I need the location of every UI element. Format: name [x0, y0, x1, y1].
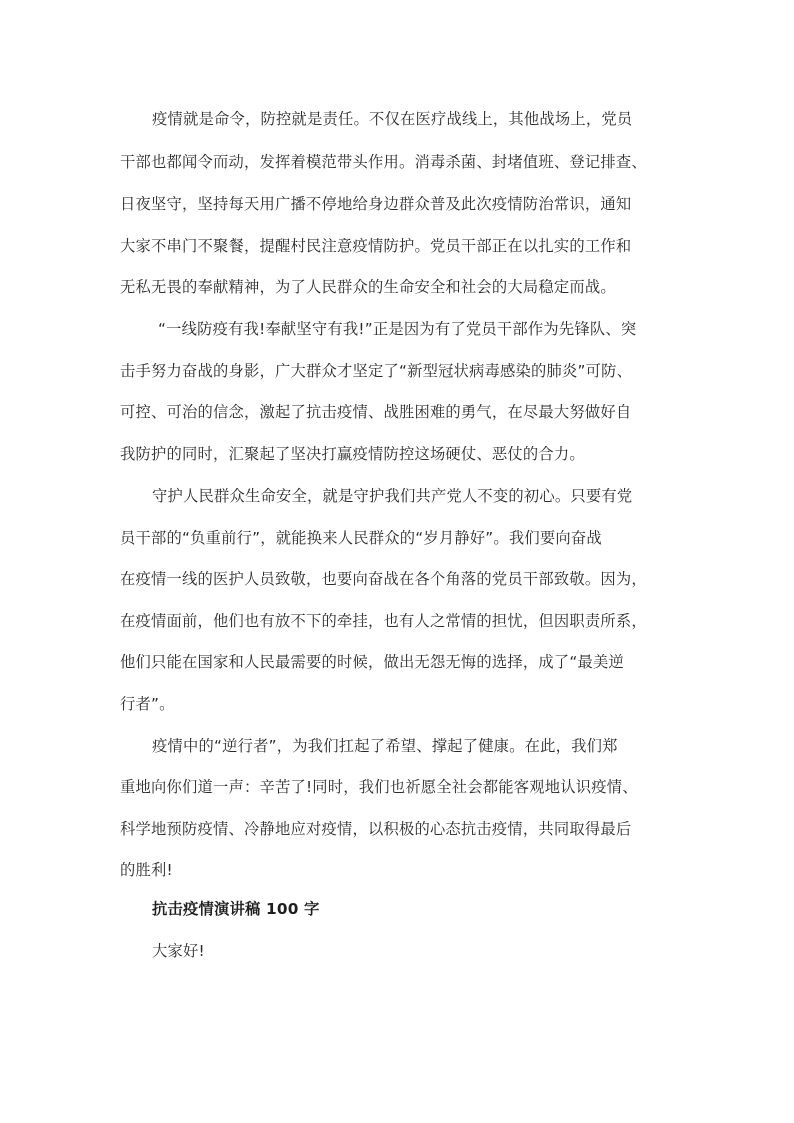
- text-line: 行者”。: [120, 695, 175, 713]
- text-line: 无私无畏的奉献精神，为了人民群众的生命安全和社会的大局稳定而战。: [120, 278, 616, 296]
- text-line: 疫情就是命令，防控就是责任。不仅在医疗战线上，其他战场上，党员: [152, 110, 633, 128]
- text-line: “一线防疫有我!奉献坚守有我!”正是因为有了党员干部作为先锋队、突: [158, 320, 637, 338]
- text-line: 科学地预防疫情、冷静地应对疫情，以积极的心态抗击疫情，共同取得最后: [120, 820, 632, 838]
- text-line: 重地向你们道一声：辛苦了!同时，我们也祈愿全社会都能客观地认识疫情、: [120, 778, 638, 796]
- text-line: 击手努力奋战的身影，广大群众才坚定了“新型冠状病毒感染的肺炎”可防、: [120, 362, 633, 380]
- text-line: 守护人民群众生命安全，就是守护我们共产党人不变的初心。只要有党: [152, 487, 633, 505]
- text-line: 在疫情一线的医护人员致敬，也要向奋战在各个角落的党员干部致敬。因为，: [120, 570, 647, 588]
- text-line: 可控、可治的信念，激起了抗击疫情、战胜困难的勇气，在尽最大努做好自: [120, 403, 632, 421]
- text-line: 员干部的“负重前行”，就能换来人民群众的“岁月静好”。我们要向奋战: [120, 529, 602, 547]
- section-heading: 抗击疫情演讲稿 100 字: [152, 900, 320, 918]
- text-line: 干部也都闻令而动，发挥着模范带头作用。消毒杀菌、封堵值班、登记排查、: [120, 153, 647, 171]
- text-line: 我防护的同时，汇聚起了坚决打赢疫情防控这场硬仗、恶仗的合力。: [120, 445, 585, 463]
- text-line: 疫情中的“逆行者”，为我们扛起了希望、撑起了健康。在此，我们郑: [152, 737, 618, 755]
- text-line: 大家不串门不聚餐，提醒村民注意疫情防护。党员干部正在以扎实的工作和: [120, 237, 632, 255]
- text-line: 在疫情面前，他们也有放不下的牵挂，也有人之常情的担忧，但因职责所系，: [120, 612, 647, 630]
- text-line: 日夜坚守，坚持每天用广播不停地给身边群众普及此次疫情防治常识，通知: [120, 195, 632, 213]
- text-line: 他们只能在国家和人民最需要的时候，做出无怨无悔的选择，成了“最美逆: [120, 653, 625, 671]
- greeting-text: 大家好!: [152, 942, 205, 960]
- text-line: 的胜利!: [120, 861, 173, 879]
